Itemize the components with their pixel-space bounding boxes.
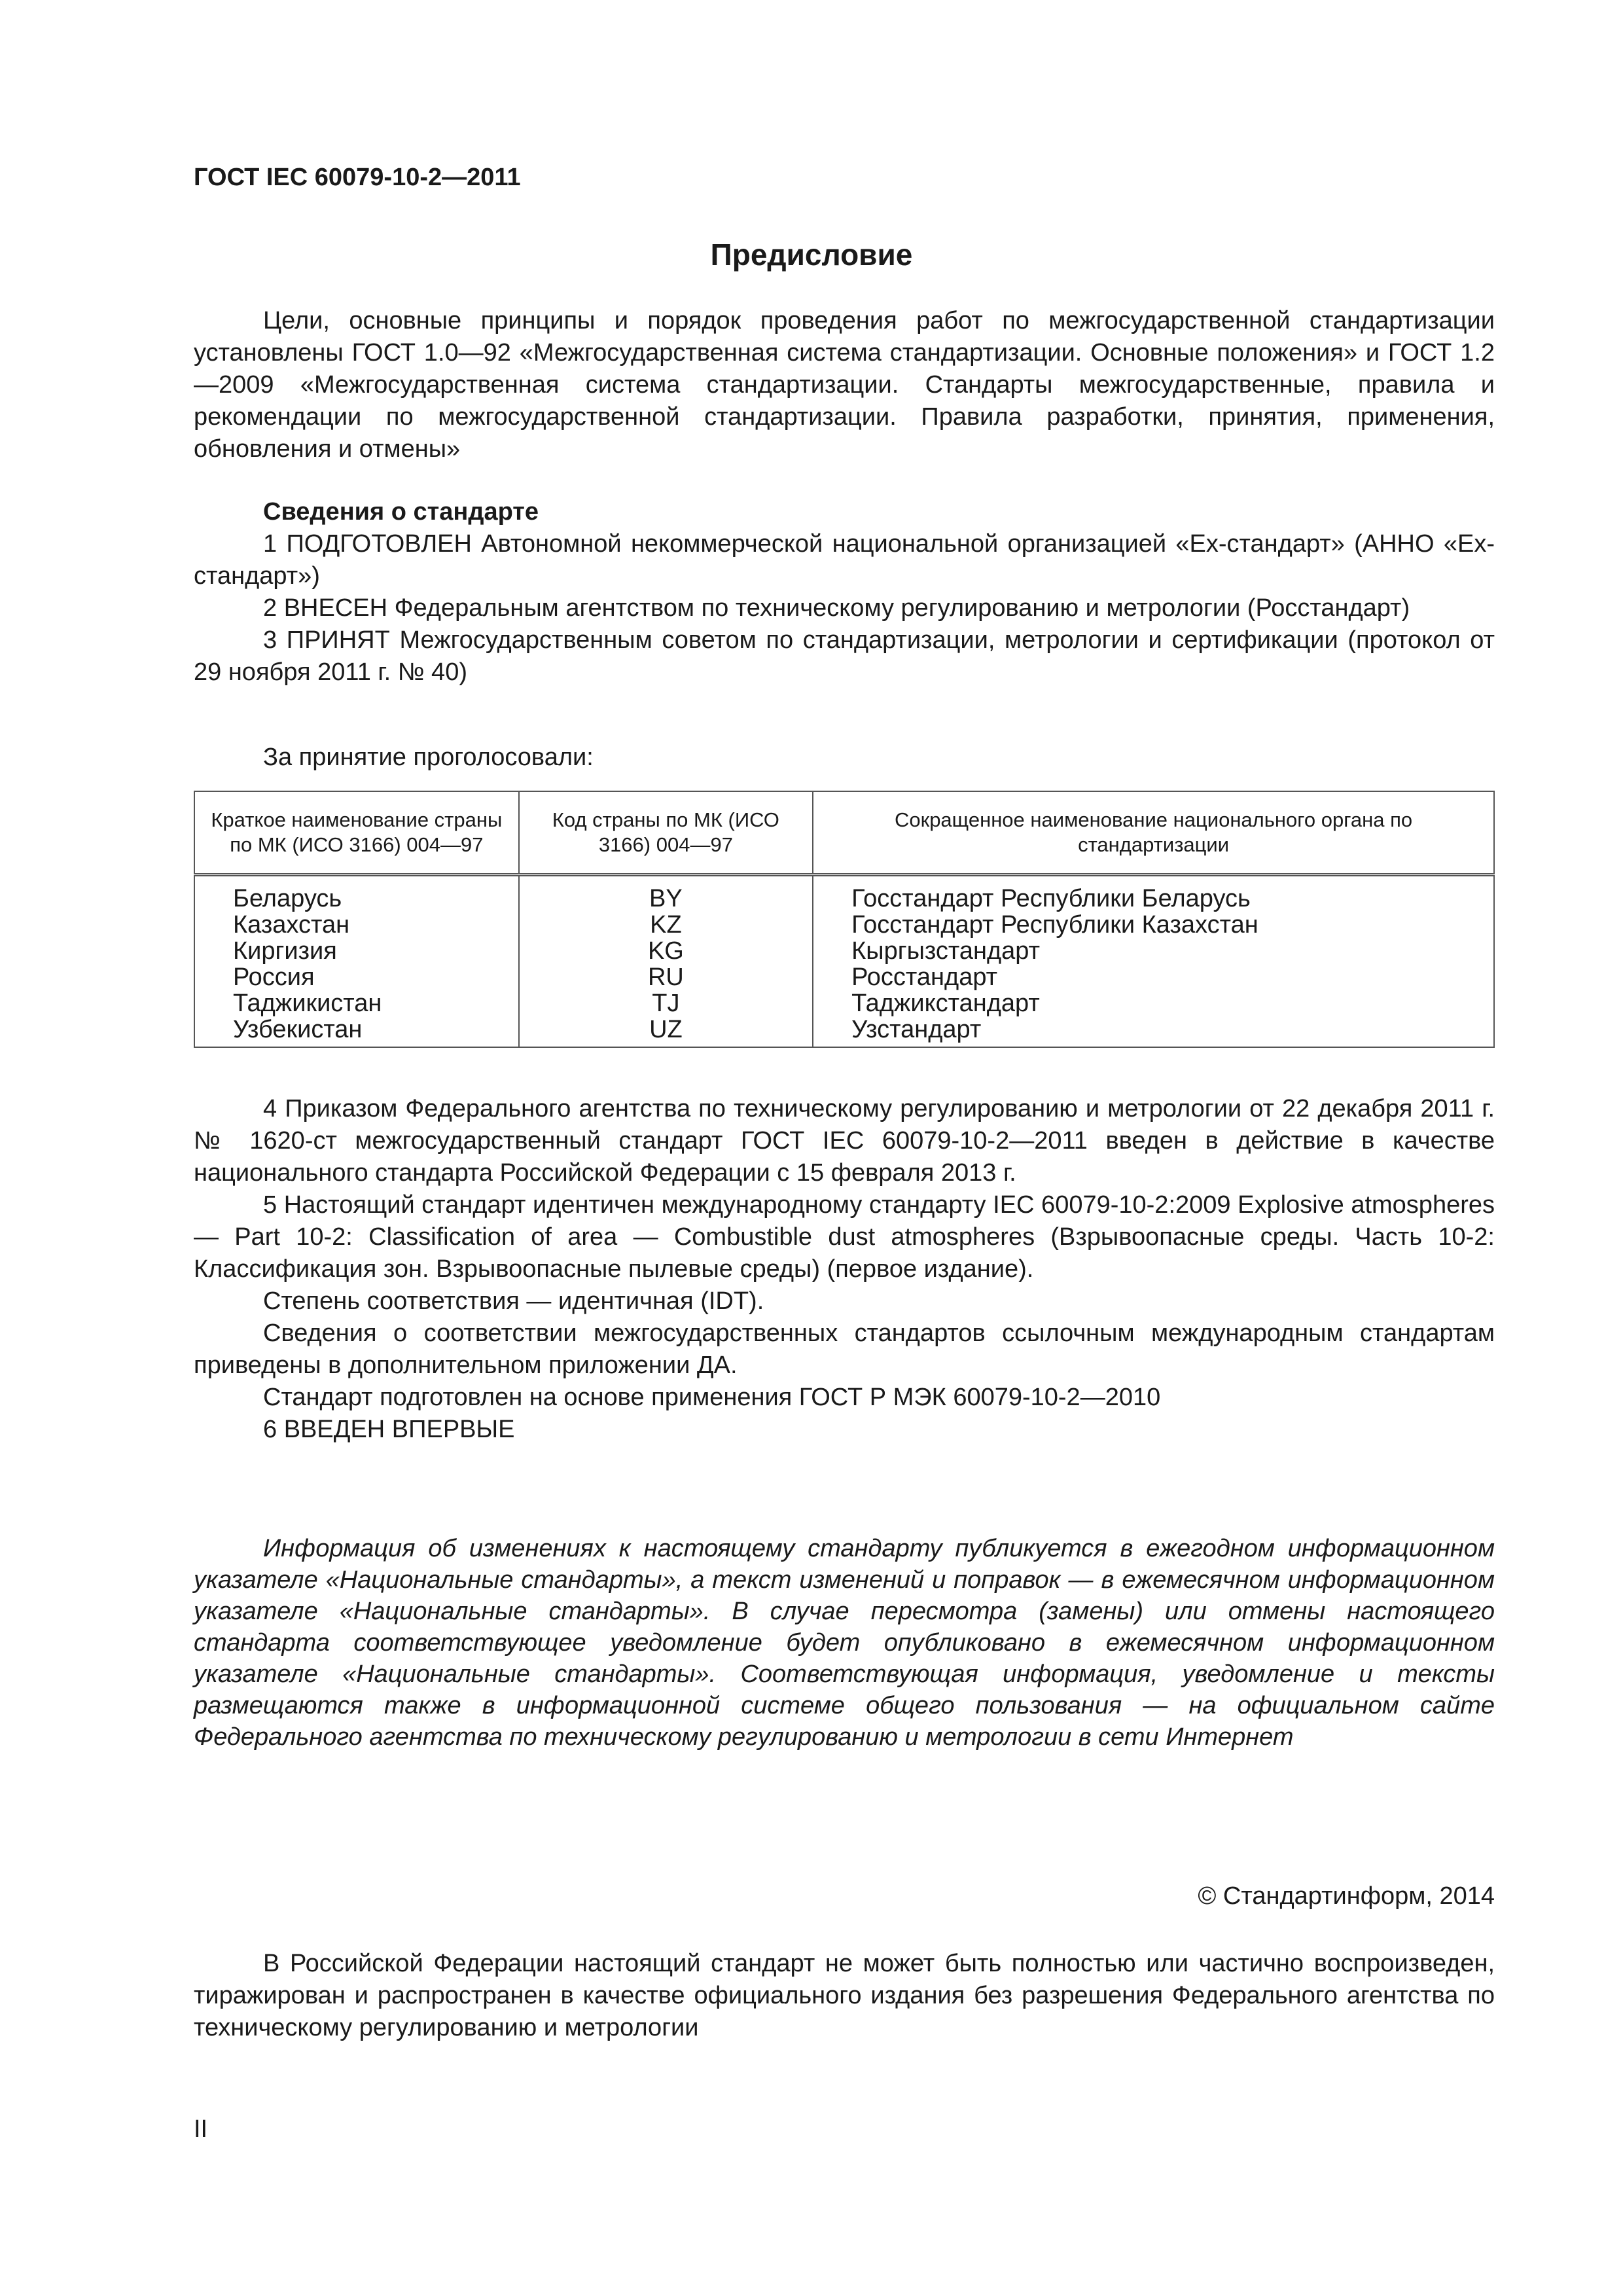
code-cell: UZ (519, 1016, 813, 1047)
table-row (194, 912, 1494, 938)
implementation-section (194, 1093, 1495, 1446)
page-number: II (194, 2115, 208, 2143)
country-cell: Таджикистан (194, 990, 519, 1016)
code-cell: KZ (519, 912, 813, 938)
column-header-body: Сокращенное наименование национального органа по стандартизации (813, 791, 1494, 875)
table-row (194, 875, 1494, 912)
copyright-notice: © Стандартинформ, 2014 (1198, 1882, 1495, 1910)
column-header-country: Краткое наименование страны по МК (ИСО 3166) 004—97 (194, 791, 519, 875)
column-header-code: Код страны по МК (ИСО 3166) 004—97 (519, 791, 813, 875)
intro-section (194, 305, 1495, 465)
info-item-4: 4 Приказом Федерального агентства по техническому регулированию и метрологии от 22 декабря 2011 г. № 1620-ст межгосударственный стандарт ГОСТ IEC 60079-10-2—2011 введен в действие в качестве национального стандарта Российской Федерации с 15 февраля 2013 г. (194, 1095, 1495, 1187)
info-item-6: 6 ВВЕДЕН ВПЕРВЫЕ (263, 1416, 515, 1443)
page-title: Предисловие (710, 238, 913, 272)
standards-body-cell: Росстандарт (813, 964, 1494, 990)
standards-body-cell: Кыргызстандарт (813, 938, 1494, 964)
standards-body-cell: Госстандарт Республики Казахстан (813, 912, 1494, 938)
country-cell: Беларусь (194, 875, 519, 912)
table-header-row (194, 791, 1494, 875)
info-item-2: 2 ВНЕСЕН Федеральным агентством по техническому регулированию и метрологии (Росстандарт) (263, 594, 1410, 622)
conformity-degree: Степень соответствия — идентичная (IDT). (263, 1287, 764, 1315)
reproduction-section (194, 1948, 1495, 2044)
standard-info-section (194, 496, 1495, 689)
intro-paragraph: Цели, основные принципы и порядок проведения работ по межгосударственной стандартизации установлены ГОСТ 1.0—92 «Межгосударственная система стандартизации. Основные положения» и ГОСТ 1.2—2009 «Межгосударственная система стандартизации. Стандарты межгосударственные, правила и рекомендации по межгосударственной стандартизации. Правила разработки, принятия, применения, обновления и отмены» (194, 307, 1495, 463)
table-row (194, 1016, 1494, 1047)
country-cell: Узбекистан (194, 1016, 519, 1047)
standards-body-cell: Таджикстандарт (813, 990, 1494, 1016)
info-item-1: 1 ПОДГОТОВЛЕН Автономной некоммерческой национальной организацией «Ех-стандарт» (АННО «Ех-стандарт») (194, 530, 1495, 590)
standard-info-heading: Сведения о стандарте (263, 498, 539, 526)
table-row (194, 990, 1494, 1016)
code-cell: RU (519, 964, 813, 990)
document-identifier: ГОСТ IEC 60079-10-2—2011 (194, 164, 521, 191)
amendments-notice: Информация об изменениях к настоящему стандарту публикуется в ежегодном информационном указателе «Национальные стандарты», а текст изменений и поправок — в ежемесячном информационном указателе «Национальные стандарты». В случае пересмотра (замены) или отмены настоящего стандарта соответствующее уведомление будет опубликовано в ежемесячном информационном указателе «Национальные стандарты». Соответствующая информация, уведомление и тексты размещаются также в информационной системе общего пользования — на официальном сайте Федерального агентства по техническому регулированию и метрологии в сети Интернет (194, 1535, 1495, 1751)
basis-note: Стандарт подготовлен на основе применения ГОСТ Р МЭК 60079-10-2—2010 (263, 1384, 1161, 1411)
info-item-5: 5 Настоящий стандарт идентичен международному стандарту IEC 60079-10-2:2009 Explosive atmospheres — Part 10-2: Classification of area — Combustible dust atmospheres (Взрывоопасные среды. Часть 10-2: Классификация зон. Взрывоопасные пылевые среды) (первое издание). (194, 1191, 1495, 1283)
votes-table (194, 791, 1495, 1048)
amendments-notice-section (194, 1533, 1495, 1753)
standards-body-cell: Узстандарт (813, 1016, 1494, 1047)
code-cell: TJ (519, 990, 813, 1016)
table-row (194, 938, 1494, 964)
table-row (194, 964, 1494, 990)
country-cell: Россия (194, 964, 519, 990)
votes-label: За принятие проголосовали: (263, 744, 594, 771)
info-item-3: 3 ПРИНЯТ Межгосударственным советом по стандартизации, метрологии и сертификации (протокол от 29 ноября 2011 г. № 40) (194, 626, 1495, 686)
country-cell: Казахстан (194, 912, 519, 938)
reproduction-notice: В Российской Федерации настоящий стандарт не может быть полностью или частично воспроизведен, тиражирован и распространен в качестве официального издания без разрешения Федерального агентства по техническому регулированию и метрологии (194, 1950, 1495, 2041)
country-cell: Киргизия (194, 938, 519, 964)
code-cell: BY (519, 875, 813, 912)
references-note: Сведения о соответствии межгосударственных стандартов ссылочным международным стандартам приведены в дополнительном приложении ДА. (194, 1319, 1495, 1379)
code-cell: KG (519, 938, 813, 964)
standards-body-cell: Госстандарт Республики Беларусь (813, 875, 1494, 912)
